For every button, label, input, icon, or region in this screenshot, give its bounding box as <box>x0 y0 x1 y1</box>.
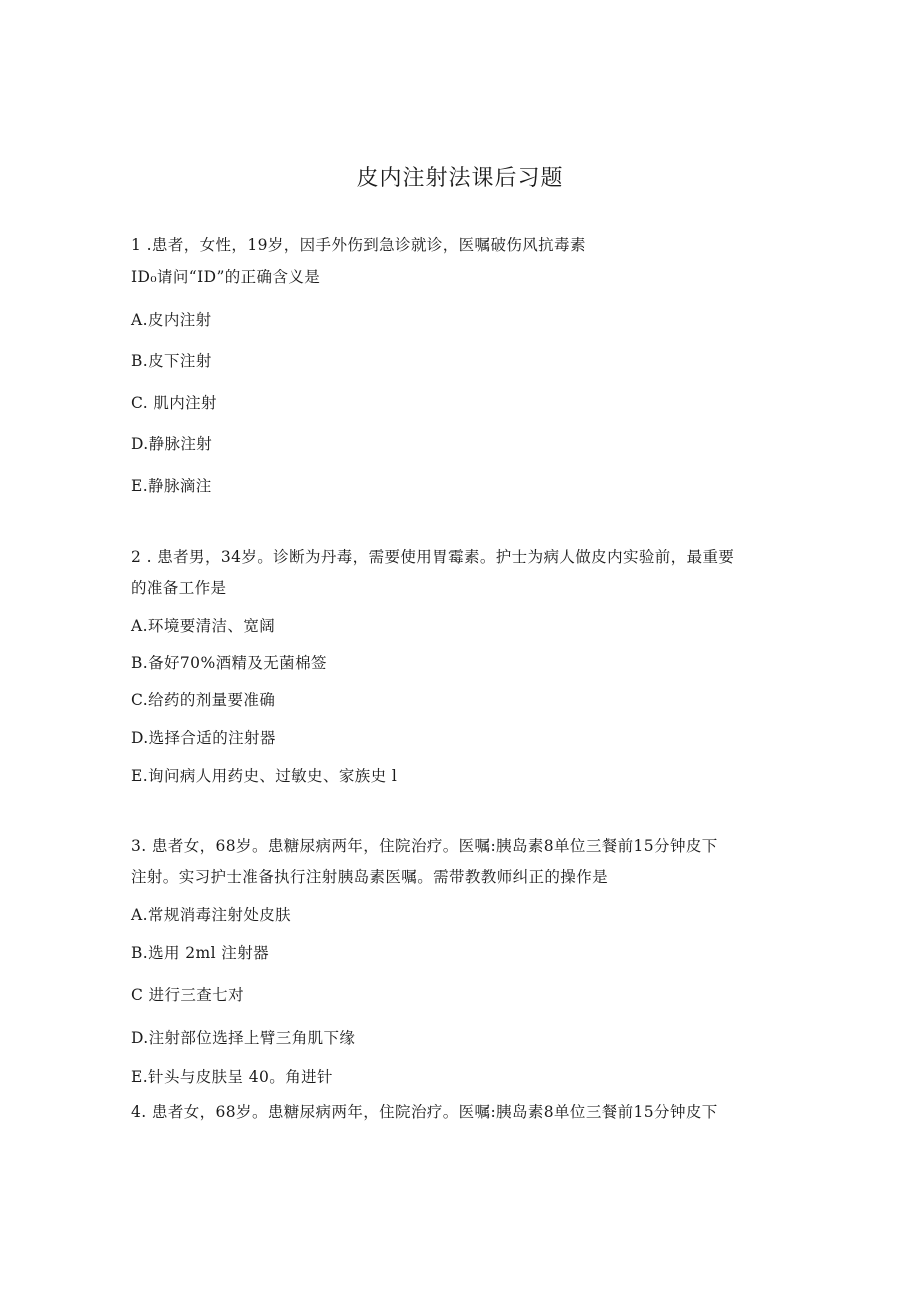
question-3-option-a: A.常规消毒注射处皮肤 <box>131 906 292 924</box>
question-3-option-e: E.针头与皮肤呈 40。角进针 <box>131 1068 333 1086</box>
question-3-stem-line-2: 注射。实习护士准备执行注射胰岛素医嘱。需带教教师纠正的操作是 <box>131 868 609 886</box>
question-2-option-c: C.给药的剂量要准确 <box>131 691 276 709</box>
document-title: 皮内注射法课后习题 <box>356 166 564 191</box>
question-1-option-c: C. 肌内注射 <box>131 394 217 412</box>
question-1-stem-line-1: 1 .患者，女性，19岁，因手外伤到急诊就诊，医嘱破伤风抗毒素 <box>131 236 586 254</box>
question-3-option-c: C 进行三查七对 <box>131 986 244 1004</box>
question-3-option-b: B.选用 2ml 注射器 <box>131 944 269 962</box>
question-1-option-a: A.皮内注射 <box>131 311 212 329</box>
question-2-option-b: B.备好70%酒精及无菌棉签 <box>131 654 327 672</box>
question-2-option-e: E.询问病人用药史、过敏史、家族史 l <box>131 767 398 785</box>
question-4-stem-line-1: 4. 患者女，68岁。患糖尿病两年，住院治疗。医嘱:胰岛素8单位三餐前15分钟皮下 <box>131 1103 718 1121</box>
question-2-option-d: D.选择合适的注射器 <box>131 729 276 747</box>
question-1-stem-line-2: ID₀请问“ID”的正确含义是 <box>131 268 321 286</box>
question-1-option-d: D.静脉注射 <box>131 435 213 453</box>
question-3-stem-line-1: 3. 患者女，68岁。患糖尿病两年，住院治疗。医嘱:胰岛素8单位三餐前15分钟皮下 <box>131 837 718 855</box>
question-2-option-a: A.环境要清洁、宽阔 <box>131 617 276 635</box>
question-2-stem-line-2: 的准备工作是 <box>131 579 227 597</box>
question-3-option-d: D.注射部位选择上臂三角肌下缘 <box>131 1029 356 1047</box>
question-1-option-e: E.静脉滴注 <box>131 477 212 495</box>
question-2-stem-line-1: 2 . 患者男，34岁。诊断为丹毒，需要使用胃霉素。护士为病人做皮内实验前，最重要 <box>131 548 735 566</box>
question-1-option-b: B.皮下注射 <box>131 352 212 370</box>
